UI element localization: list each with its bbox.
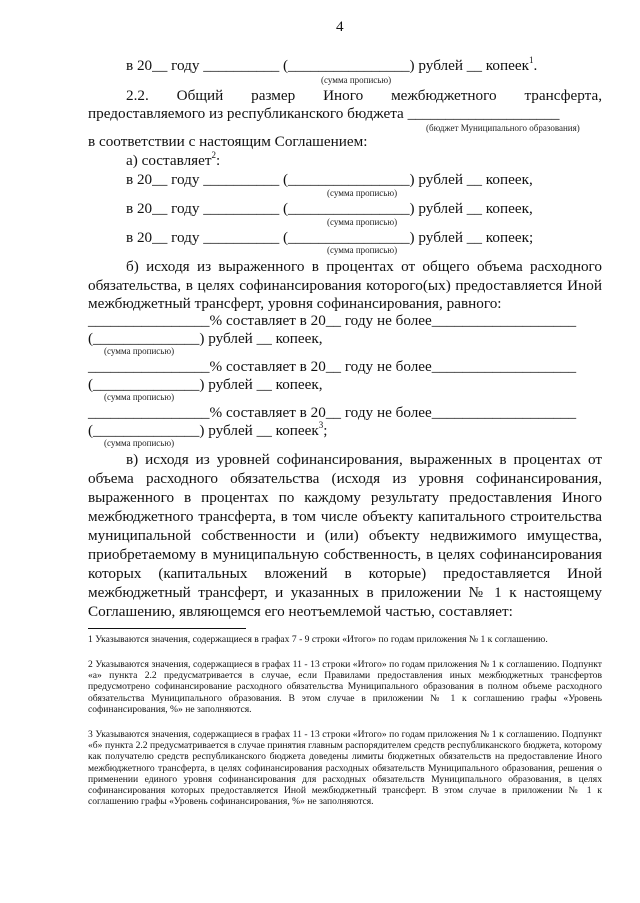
subclause-v-line-9: Соглашению, являющемся его неотъемлемой частью, составляет: [88, 603, 513, 620]
footnote-1: 1 Указываются значения, содержащиеся в графах 7 - 9 строки «Итого» по годам приложения № 1 к соглашению. [88, 634, 548, 645]
clause-2-2-line-3: в соответствии с настоящим Соглашением: [88, 133, 368, 150]
subclause-v-line-7: которых (капитальных вложений в которые) предоставляется Иной [88, 565, 602, 582]
footnote-ref-3: 3 [318, 419, 324, 430]
amount-text: (______________) рублей __ копеек [88, 422, 319, 439]
year-amount-line-1 [126, 54, 538, 75]
subclause-a-label [126, 149, 221, 170]
clause-2-2-line-1: 2.2. Общий размер Иного межбюджетного трансферта, [126, 87, 602, 104]
caption-sum-words: (сумма прописью) [104, 346, 175, 356]
caption-budget: (бюджет Муниципального образования) [426, 123, 580, 133]
year-amount-text: в 20__ году __________ (________________) рублей __ копеек [126, 57, 529, 74]
subclause-a-text: а) составляет [126, 152, 212, 169]
punct: . [533, 57, 538, 74]
caption-sum-words: (сумма прописью) [104, 438, 175, 448]
subclause-b-row-1-amount: (______________) рублей __ копеек, [88, 330, 323, 347]
subclause-v-line-1: в) исходя из уровней софинансирования, выраженных в процентах от [126, 451, 602, 468]
footnote-separator [88, 628, 246, 629]
page-number: 4 [336, 18, 344, 35]
subclause-b-line-1: б) исходя из выраженного в процентах от общего объема расходного [126, 258, 602, 275]
subclause-v-line-8: межбюджетный трансферт, и указанных в приложении № 1 к настоящему [88, 584, 602, 601]
clause-2-2-line-2: предоставляемого из республиканского бюджета ____________________ [88, 105, 560, 122]
subclause-v-line-4: межбюджетного трансферта, в том числе объекту капитального строительства [88, 508, 602, 525]
subclause-a-line-3: в 20__ году __________ (________________) рублей __ копеек; [126, 229, 534, 246]
footnote-2: 2 Указываются значения, содержащиеся в графах 11 - 13 строки «Итого» по годам приложения № 1 к соглашению. Подпункт «а» пункта 2.2 предусматривается в случае, если Правилами предоставления иных межбюджетных трансфертов предусмотрено софинансирование расходного обязательства Муниципального образования в полном объеме расходного обязательства Муниципального образования. В этом случае в приложении № 1 к соглашению графы «Уровень софинансирования, %» не заполняются. [88, 659, 602, 715]
subclause-a-line-1: в 20__ году __________ (________________) рублей __ копеек, [126, 171, 533, 188]
subclause-v-line-6: приобретаемому в муниципальную собственность, в целях софинансирования [88, 546, 602, 563]
subclause-b-row-2-percent: ________________% составляет в 20__ году не более___________________ [88, 358, 577, 375]
caption-sum-words: (сумма прописью) [327, 245, 398, 255]
subclause-b-line-2: обязательства, в целях софинансирования которого(ых) предоставляется Иной [88, 277, 602, 294]
subclause-v-line-2: объема расходного обязательства (исходя из уровня софинансирования, [88, 470, 602, 487]
caption-sum-words: (сумма прописью) [327, 217, 398, 227]
subclause-b-line-3: межбюджетный трансферт, уровня софинансирования, равного: [88, 295, 502, 312]
subclause-b-row-3-percent: ________________% составляет в 20__ году не более___________________ [88, 404, 577, 421]
footnote-ref-2: 2 [211, 149, 217, 160]
punct: ; [323, 422, 328, 439]
footnote-3: 3 Указываются значения, содержащиеся в графах 11 - 13 строки «Итого» по годам приложения № 1 к соглашению. Подпункт «б» пункта 2.2 предусматривается в случае принятия главным распорядителем средств республиканского бюджета, которому как получателю средств республиканского бюджета доведены лимиты бюджетных обязательств на предоставление Иного межбюджетного трансферта, в целях софинансирования расходных обязательств Муниципального образования, решения о применении единого уровня софинансирования для расходных обязательств Муниципального образования, в целях софинансирования которых предоставляется Иной межбюджетный трансферт. В этом случае в приложении № 1 к соглашению графы «Уровень софинансирования, %» не заполняются. [88, 729, 602, 808]
subclause-v-line-5: муниципальной собственности и (или) объекту недвижимого имущества, [88, 527, 602, 544]
subclause-a-line-2: в 20__ году __________ (________________) рублей __ копеек, [126, 200, 533, 217]
subclause-b-row-2-amount: (______________) рублей __ копеек, [88, 376, 323, 393]
caption-sum-words: (сумма прописью) [321, 75, 392, 85]
caption-sum-words: (сумма прописью) [327, 188, 398, 198]
caption-sum-words: (сумма прописью) [104, 392, 175, 402]
footnote-ref-1: 1 [528, 54, 534, 65]
subclause-b-row-1-percent: ________________% составляет в 20__ году не более___________________ [88, 312, 577, 329]
subclause-v-line-3: выраженного в процентах по каждому результату предоставления Иного [88, 489, 602, 506]
punct: : [216, 152, 221, 169]
